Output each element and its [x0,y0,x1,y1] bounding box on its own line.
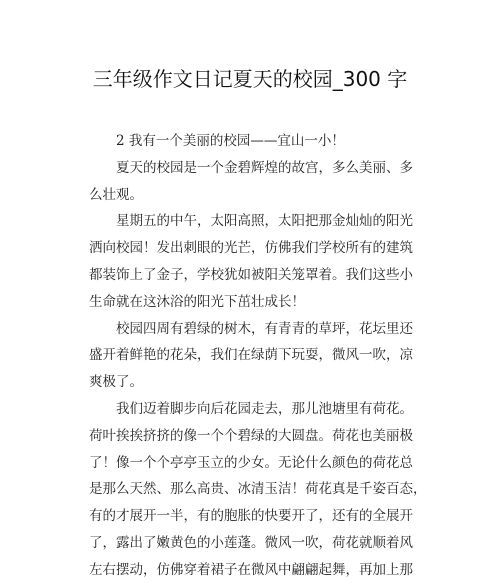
document-title: 三年级作文日记夏天的校园_300 字 [92,67,408,91]
paragraph-friday-noon [89,208,419,315]
text-line: 我们迈着脚步向后花园走去，那儿池塘里有荷花。 [116,400,413,417]
text-line: 2 我有一个美丽的校园——宜山一小！ [116,133,345,149]
text-line: 了，露出了嫩黄色的小莲蓬。微风一吹，荷花就顺着风 [89,534,413,551]
paragraph-summer-campus [89,155,419,209]
text-line: 了！像一个个亭亭玉立的少女。无论什么颜色的荷花总 [89,454,413,471]
paragraph-intro [89,128,419,155]
text-line: 夏天的校园是一个金碧辉煌的故宫，多么美丽、多 [116,159,413,176]
paragraph-trees-lawn [89,316,419,396]
text-line: 都装饰上了金子，学校犹如被阳关笼罩着。我们这些小 [89,266,413,283]
text-line: 是那么天然、那么高贵、冰清玉洁！荷花真是千姿百态， [89,481,427,498]
text-line: 有的才展开一半，有的胞胀的快要开了，还有的全展开 [89,508,413,525]
text-line: 爽极了。 [89,374,143,391]
text-line: 左右摆动，仿佛穿着裙子在微风中翩翩起舞，再加上那 [89,561,413,578]
document-body [89,128,427,584]
text-line: 盛开着鲜艳的花朵，我们在绿荫下玩耍，微风一吹，凉 [89,347,413,364]
text-line: 校园四周有碧绿的树木，有青青的草坪，花坛里还 [116,320,413,337]
text-line: 么壮观。 [89,186,143,203]
text-line: 荷叶挨挨挤挤的像一个个碧绿的大圆盘。荷花也美丽极 [89,427,413,444]
text-line: 生命就在这沐浴的阳光下茁壮成长！ [89,293,305,310]
paragraph-lotus-pond [89,396,427,584]
text-line: 星期五的中午，太阳高照，太阳把那金灿灿的阳光 [116,213,413,230]
text-line: 洒向校园！发出刺眼的光芒，仿佛我们学校所有的建筑 [89,240,413,257]
